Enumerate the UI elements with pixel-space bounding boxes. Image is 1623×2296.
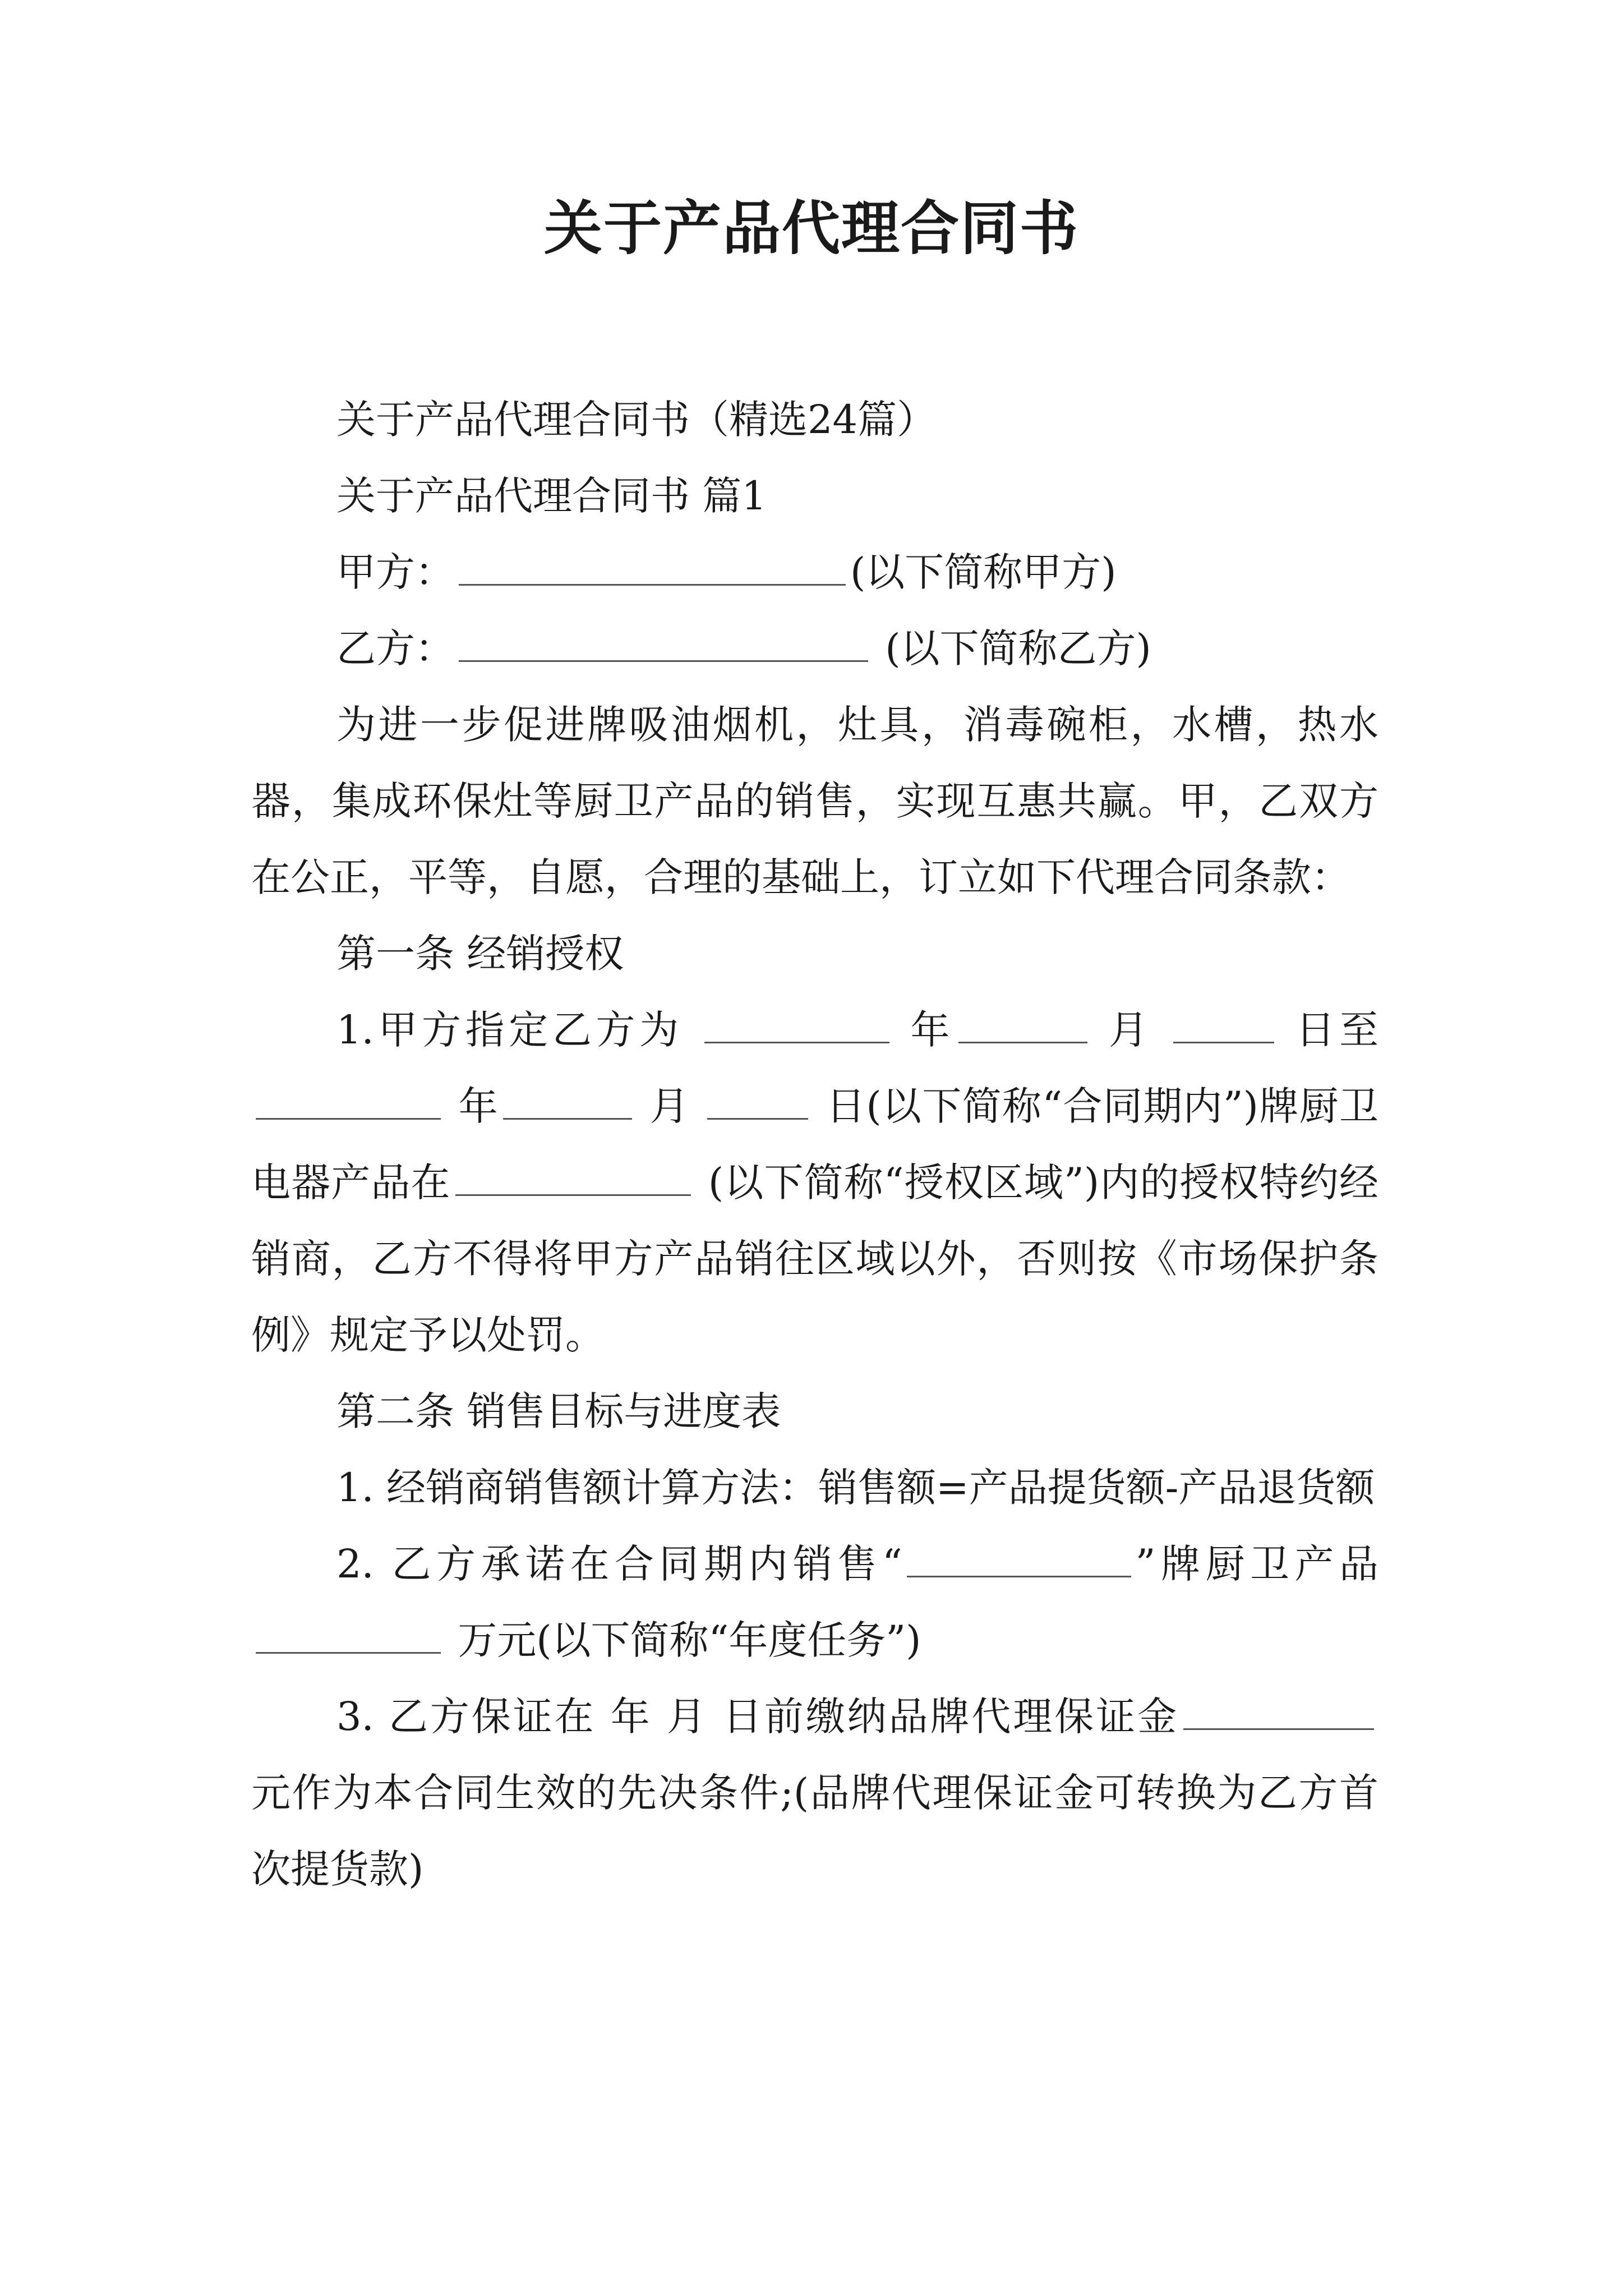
blank-brand bbox=[907, 1541, 1131, 1577]
text-segment: 月 bbox=[636, 1083, 703, 1129]
text-segment: 甲方： bbox=[336, 549, 454, 595]
text-segment: 3. 乙方保证在 年 月 日前缴纳品牌代理保证金 bbox=[336, 1694, 1179, 1740]
text-segment: 第二条 销售目标与进度表 bbox=[336, 1388, 781, 1434]
text-segment: (以下简称乙方) bbox=[873, 625, 1151, 671]
blank-end-year bbox=[256, 1083, 441, 1120]
blank-annual-amount bbox=[256, 1617, 441, 1654]
blank-start-day bbox=[1173, 1007, 1274, 1043]
text-segment: (以下简称“授权区域”)内的授权特约经销商，乙方不得将甲方产品销往区域以外，否则按《市场保护条例》规定予以处罚。 bbox=[251, 1159, 1378, 1358]
paragraph-article-2-clause-3 bbox=[251, 1678, 1378, 1907]
text-segment: 2. 乙方承诺在合同期内销售“ bbox=[336, 1541, 902, 1587]
paragraph-article-2-clause-2 bbox=[251, 1526, 1378, 1678]
text-segment: (以下简称甲方) bbox=[850, 549, 1117, 595]
paragraph-party-b bbox=[251, 610, 1378, 687]
text-segment: 1. 经销商销售额计算方法：销售额=产品提货额-产品退货额 bbox=[336, 1465, 1375, 1511]
blank-end-day bbox=[707, 1083, 808, 1120]
text-segment: 关于产品代理合同书（精选24篇） bbox=[336, 397, 937, 443]
text-segment: 元作为本合同生效的先决条件;(品牌代理保证金可转换为乙方首次提货款) bbox=[251, 1770, 1378, 1892]
text-segment: 日(以下简称“合同期内”)牌厨卫电器产品在 bbox=[251, 1083, 1378, 1205]
blank-deposit-amount bbox=[1183, 1694, 1374, 1730]
paragraph-article-2-heading bbox=[251, 1373, 1378, 1450]
text-segment: 1.甲方指定乙方为 bbox=[336, 1007, 700, 1053]
party-b-blank bbox=[459, 625, 868, 662]
blank-start-month bbox=[958, 1007, 1087, 1043]
paragraph-party-a bbox=[251, 534, 1378, 610]
paragraph-article-1-clause-1 bbox=[251, 992, 1378, 1373]
text-segment: ”牌厨卫产品 bbox=[1135, 1541, 1378, 1587]
document-title: 关于产品代理合同书 bbox=[543, 194, 1079, 263]
paragraph-preamble bbox=[251, 687, 1378, 915]
document-body bbox=[251, 381, 1378, 1907]
text-segment: 年 bbox=[445, 1083, 499, 1129]
text-segment: 万元(以下简称“年度任务”) bbox=[445, 1617, 921, 1663]
paragraph-subtitle bbox=[251, 381, 1378, 458]
party-a-blank bbox=[459, 549, 846, 586]
text-segment: 第一条 经销授权 bbox=[336, 931, 624, 977]
paragraph-article-1-heading bbox=[251, 915, 1378, 992]
paragraph-section-heading bbox=[251, 458, 1378, 534]
text-segment: 乙方： bbox=[336, 625, 454, 671]
blank-region bbox=[455, 1159, 691, 1196]
text-segment: 月 bbox=[1092, 1007, 1169, 1053]
blank-start-year bbox=[704, 1007, 889, 1043]
text-segment: 年 bbox=[893, 1007, 955, 1053]
blank-end-month bbox=[503, 1083, 632, 1120]
text-segment: 日至 bbox=[1279, 1007, 1378, 1053]
text-segment: 关于产品代理合同书 篇1 bbox=[336, 473, 767, 519]
paragraph-article-2-clause-1 bbox=[251, 1450, 1378, 1526]
text-segment: 为进一步促进牌吸油烟机，灶具，消毒碗柜，水槽，热水器，集成环保灶等厨卫产品的销售，实现互惠共赢。甲，乙双方在公正，平等，自愿，合理的基础上，订立如下代理合同条款： bbox=[251, 702, 1378, 900]
